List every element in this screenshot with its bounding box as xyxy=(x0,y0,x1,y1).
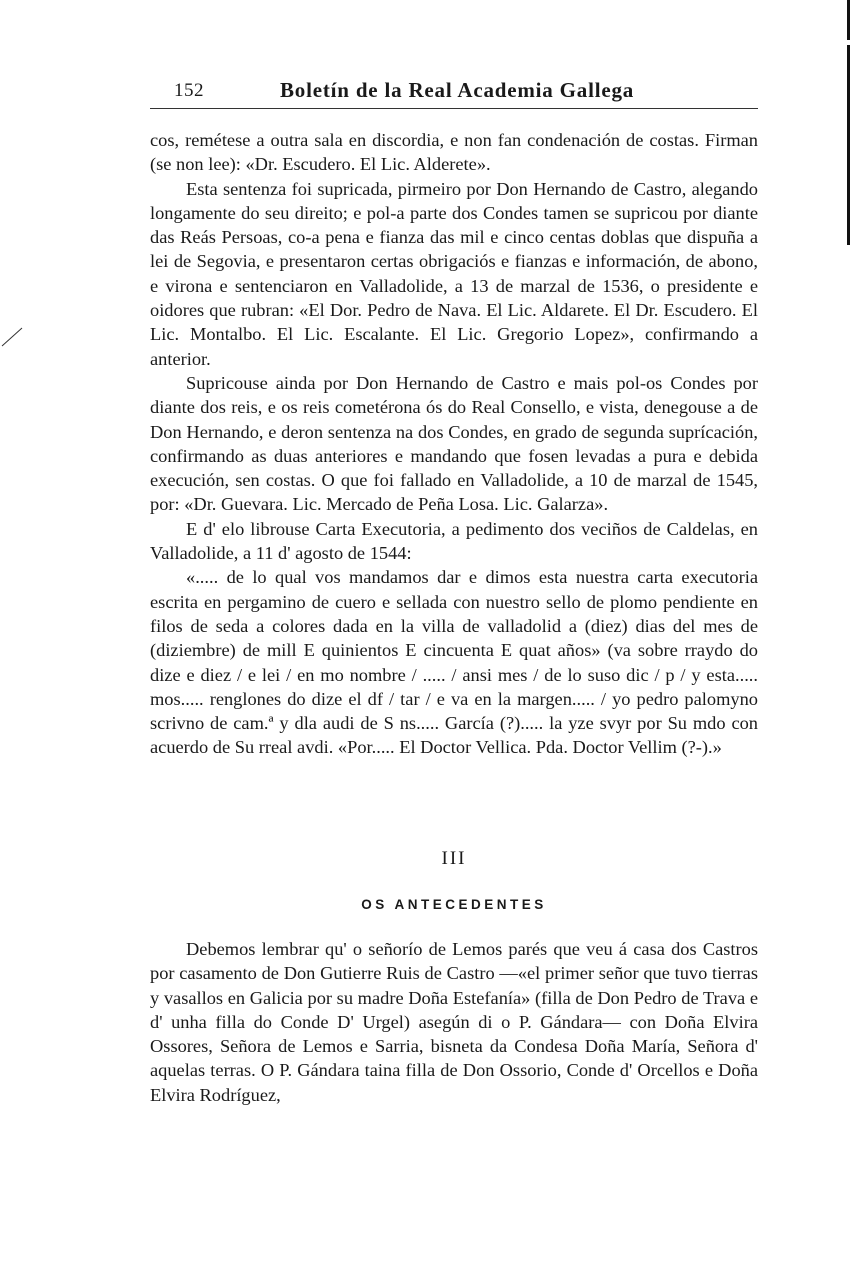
section-number: III xyxy=(441,848,467,869)
running-title: Boletín de la Real Academia Gallega xyxy=(280,78,635,102)
section-title: OS ANTECEDENTES xyxy=(361,897,547,912)
margin-pencil-mark xyxy=(0,320,30,350)
paragraph: Supricouse ainda por Don Hernando de Castro e mais pol-os Condes por diante dos reis, e os reis cometérona ós do Real Consello, e vista, denegouse a de Don Hernando, e deron sentenza na dos Condes, en grado de segunda suprícación, confirmando as duas anteriores e mandando que fosen levadas a pura e debida execución, sen costas. O que foi fallado en Valladolide, a 10 de marzal de 1545, por: «Dr. Guevara. Lic. Mercado de Peña Losa. Lic. Galarza». xyxy=(150,372,758,515)
body-text-section xyxy=(150,937,758,1107)
paragraph: Debemos lembrar qu' o señorío de Lemos parés que veu á casa dos Castros por casamento de Don Gutierre Ruis de Castro —«el primer señor que tuvo tierras y vasallos en Galicia por su madre Doña Estefanía» (filla de Don Pedro de Trava e d' unha filla do Conde D' Urgel) asegún di o P. Gándara— con Doña Elvira Ossores, Señora de Lemos e Sarria, bisneta da Condesa Doña María, Señora d' aquelas terras. O P. Gándara taina filla de Don Ossorio, Conde d' Orcellos e Doña Elvira Rodríguez, xyxy=(150,939,758,1105)
quoted-paragraph: «..... de lo qual vos mandamos dar e dimos esta nuestra carta executoria escrita en pergamino de cuero e sellada con nuestro sello de plomo pendiente en filos de seda a colores dada en la villa de valladolid a (diez) dias del mes de (diziembre) de mill E quinientos E cincuenta E quat años» (va sobre rraydo do dize e diez / e lei / en mo nombre / ..... / ansi mes / de lo suso dic / p / y esta..... mos..... renglones do dize el df / tar / e va en la margen..... / yo pedro palomyno scrivno de cam.ª y dla audi de S ns..... García (?)..... la yze svyr por Su mdo con acuerdo de Su rreal avdi. «Por..... El Doctor Vellica. Pda. Doctor Vellim (?-).» xyxy=(150,567,758,758)
header-rule xyxy=(150,108,758,109)
paragraph: cos, remétese a outra sala en discordia, e non fan condenación de costas. Firman (se non lee): «Dr. Escudero. El Lic. Alderete». xyxy=(150,130,758,175)
paragraph: Esta sentenza foi supricada, pirmeiro por Don Hernando de Castro, alegando longamente do seu direito; e pol-a parte dos Condes tamen se supricou por diante das Reás Persoas, co-a pena e fianza das mil e cinco centas doblas que dispuña a lei de Segovia, e presentaron certas obrigaciós e fianzas e información, de abono, e virona e sentenciaron en Valladolide, a 13 de marzal de 1536, o presidente e oidores que rubran: «El Dor. Pedro de Nava. El Lic. Aldarete. El Dr. Escudero. El Lic. Montalbo. El Lic. Escalante. El Lic. Gregorio Lopez», confirmando a anterior. xyxy=(150,178,758,369)
page-header xyxy=(150,80,758,110)
page-number: 152 xyxy=(174,80,204,101)
paragraph: E d' elo librouse Carta Executoria, a pedimento dos veciños de Caldelas, en Valladolide, a 11 d' agosto de 1544: xyxy=(150,518,758,564)
body-text xyxy=(150,128,758,760)
